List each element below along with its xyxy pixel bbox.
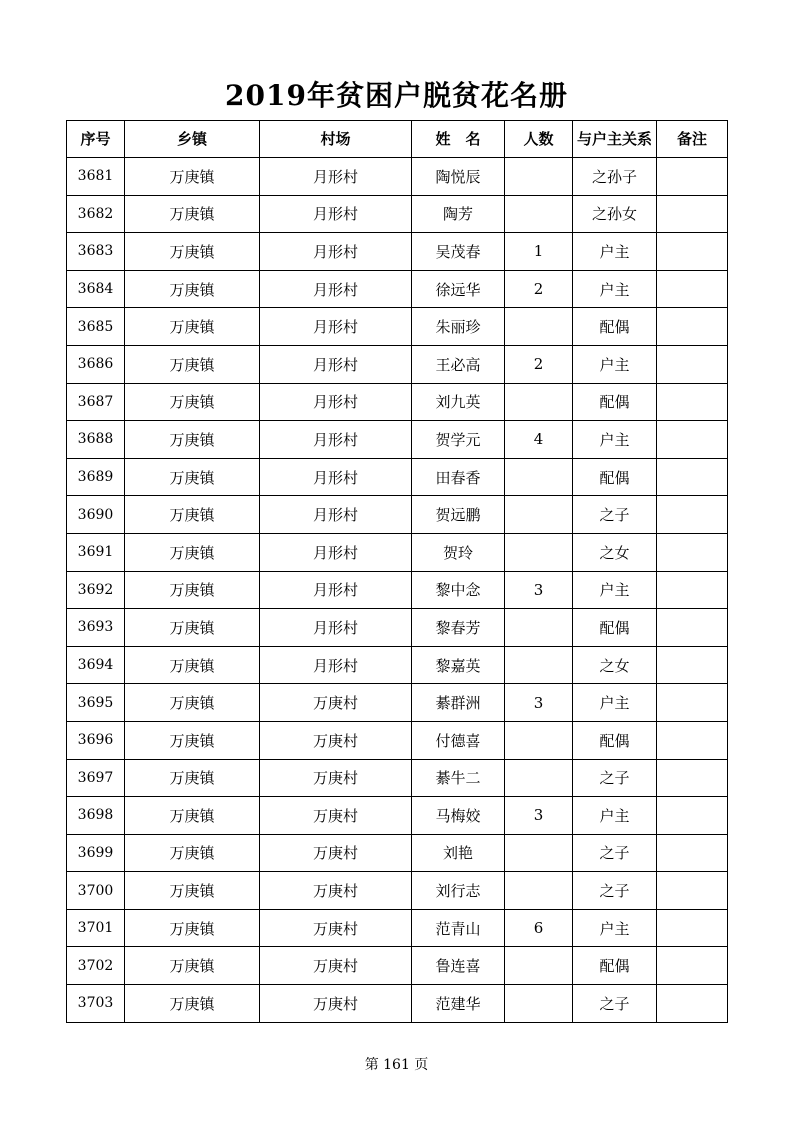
cell-seq: 3687: [67, 383, 125, 421]
cell-count: 2: [505, 270, 573, 308]
cell-relation: 配偶: [573, 721, 657, 759]
cell-town: 万庚镇: [125, 759, 260, 797]
table-row: [67, 646, 728, 684]
cell-town: 万庚镇: [125, 458, 260, 496]
cell-relation: 配偶: [573, 609, 657, 647]
cell-count: [505, 947, 573, 985]
cell-village: 月形村: [260, 383, 412, 421]
table-row: [67, 834, 728, 872]
cell-name: 黎嘉英: [412, 646, 505, 684]
cell-relation: 户主: [573, 233, 657, 271]
cell-count: [505, 533, 573, 571]
table-row: [67, 496, 728, 534]
cell-seq: 3693: [67, 609, 125, 647]
cell-name: 徐远华: [412, 270, 505, 308]
cell-remark: [657, 233, 728, 271]
cell-town: 万庚镇: [125, 383, 260, 421]
cell-village: 万庚村: [260, 872, 412, 910]
table-row: [67, 533, 728, 571]
cell-town: 万庚镇: [125, 270, 260, 308]
cell-seq: 3690: [67, 496, 125, 534]
cell-name: 綦牛二: [412, 759, 505, 797]
poverty-roster-table: [66, 120, 728, 1023]
cell-town: 万庚镇: [125, 308, 260, 346]
cell-count: 3: [505, 571, 573, 609]
cell-remark: [657, 270, 728, 308]
cell-village: 月形村: [260, 571, 412, 609]
page-title: 2019年贫困户脱贫花名册: [225, 79, 568, 112]
cell-remark: [657, 797, 728, 835]
cell-remark: [657, 496, 728, 534]
cell-name: 范青山: [412, 909, 505, 947]
cell-town: 万庚镇: [125, 609, 260, 647]
cell-relation: 户主: [573, 797, 657, 835]
cell-town: 万庚镇: [125, 872, 260, 910]
cell-count: [505, 721, 573, 759]
cell-remark: [657, 646, 728, 684]
table-row: [67, 909, 728, 947]
cell-name: 贺学元: [412, 421, 505, 459]
table-header-row: [67, 121, 728, 158]
cell-relation: 之孙女: [573, 195, 657, 233]
cell-relation: 配偶: [573, 947, 657, 985]
cell-seq: 3689: [67, 458, 125, 496]
header-remark: 备注: [657, 121, 728, 158]
table-row: [67, 797, 728, 835]
cell-seq: 3699: [67, 834, 125, 872]
cell-relation: 配偶: [573, 383, 657, 421]
table-row: [67, 684, 728, 722]
table-row: [67, 985, 728, 1023]
cell-name: 陶芳: [412, 195, 505, 233]
cell-seq: 3685: [67, 308, 125, 346]
cell-relation: 户主: [573, 421, 657, 459]
cell-village: 万庚村: [260, 834, 412, 872]
table-row: [67, 270, 728, 308]
cell-relation: 之子: [573, 985, 657, 1023]
cell-count: 6: [505, 909, 573, 947]
table-row: [67, 721, 728, 759]
cell-town: 万庚镇: [125, 195, 260, 233]
table-row: [67, 233, 728, 271]
cell-remark: [657, 872, 728, 910]
cell-name: 田春香: [412, 458, 505, 496]
cell-town: 万庚镇: [125, 947, 260, 985]
cell-relation: 之子: [573, 759, 657, 797]
cell-seq: 3700: [67, 872, 125, 910]
cell-town: 万庚镇: [125, 797, 260, 835]
cell-relation: 户主: [573, 684, 657, 722]
cell-village: 月形村: [260, 646, 412, 684]
cell-count: [505, 646, 573, 684]
cell-seq: 3691: [67, 533, 125, 571]
table-row: [67, 383, 728, 421]
cell-relation: 户主: [573, 571, 657, 609]
cell-village: 月形村: [260, 421, 412, 459]
cell-name: 吴茂春: [412, 233, 505, 271]
cell-relation: 之子: [573, 496, 657, 534]
cell-seq: 3695: [67, 684, 125, 722]
cell-count: [505, 195, 573, 233]
cell-seq: 3683: [67, 233, 125, 271]
header-town: 乡镇: [125, 121, 260, 158]
cell-village: 月形村: [260, 233, 412, 271]
cell-name: 黎春芳: [412, 609, 505, 647]
cell-seq: 3696: [67, 721, 125, 759]
cell-town: 万庚镇: [125, 233, 260, 271]
cell-town: 万庚镇: [125, 646, 260, 684]
cell-village: 万庚村: [260, 684, 412, 722]
cell-count: [505, 308, 573, 346]
cell-count: [505, 609, 573, 647]
cell-name: 马梅姣: [412, 797, 505, 835]
cell-town: 万庚镇: [125, 684, 260, 722]
cell-remark: [657, 308, 728, 346]
table-row: [67, 345, 728, 383]
cell-remark: [657, 721, 728, 759]
cell-count: [505, 759, 573, 797]
cell-village: 万庚村: [260, 721, 412, 759]
cell-name: 刘九英: [412, 383, 505, 421]
cell-village: 月形村: [260, 533, 412, 571]
cell-village: 万庚村: [260, 985, 412, 1023]
cell-relation: 之子: [573, 872, 657, 910]
cell-seq: 3682: [67, 195, 125, 233]
cell-seq: 3703: [67, 985, 125, 1023]
table-row: [67, 571, 728, 609]
cell-count: 3: [505, 797, 573, 835]
header-relation: 与户主关系: [573, 121, 657, 158]
cell-relation: 之孙子: [573, 158, 657, 196]
cell-name: 王必高: [412, 345, 505, 383]
cell-town: 万庚镇: [125, 533, 260, 571]
cell-count: [505, 383, 573, 421]
cell-count: 2: [505, 345, 573, 383]
cell-count: 3: [505, 684, 573, 722]
cell-relation: 户主: [573, 345, 657, 383]
cell-seq: 3694: [67, 646, 125, 684]
cell-remark: [657, 609, 728, 647]
table-row: [67, 195, 728, 233]
cell-count: [505, 496, 573, 534]
cell-village: 万庚村: [260, 947, 412, 985]
cell-seq: 3686: [67, 345, 125, 383]
cell-village: 月形村: [260, 195, 412, 233]
cell-relation: 之女: [573, 533, 657, 571]
cell-remark: [657, 684, 728, 722]
cell-remark: [657, 985, 728, 1023]
cell-town: 万庚镇: [125, 985, 260, 1023]
cell-village: 万庚村: [260, 797, 412, 835]
cell-name: 綦群洲: [412, 684, 505, 722]
cell-seq: 3702: [67, 947, 125, 985]
cell-town: 万庚镇: [125, 345, 260, 383]
cell-count: [505, 458, 573, 496]
table-row: [67, 609, 728, 647]
cell-count: [505, 158, 573, 196]
cell-remark: [657, 345, 728, 383]
cell-count: [505, 872, 573, 910]
cell-remark: [657, 759, 728, 797]
cell-village: 月形村: [260, 609, 412, 647]
cell-town: 万庚镇: [125, 721, 260, 759]
table-row: [67, 872, 728, 910]
header-seq: 序号: [67, 121, 125, 158]
cell-name: 陶悦辰: [412, 158, 505, 196]
cell-seq: 3684: [67, 270, 125, 308]
cell-seq: 3698: [67, 797, 125, 835]
cell-relation: 之子: [573, 834, 657, 872]
cell-remark: [657, 533, 728, 571]
cell-village: 万庚村: [260, 909, 412, 947]
table-row: [67, 759, 728, 797]
cell-seq: 3681: [67, 158, 125, 196]
cell-remark: [657, 195, 728, 233]
cell-remark: [657, 158, 728, 196]
cell-town: 万庚镇: [125, 834, 260, 872]
cell-village: 月形村: [260, 496, 412, 534]
cell-relation: 之女: [573, 646, 657, 684]
cell-village: 万庚村: [260, 759, 412, 797]
cell-town: 万庚镇: [125, 158, 260, 196]
cell-town: 万庚镇: [125, 496, 260, 534]
header-count: 人数: [505, 121, 573, 158]
cell-remark: [657, 383, 728, 421]
cell-count: 4: [505, 421, 573, 459]
cell-name: 范建华: [412, 985, 505, 1023]
cell-seq: 3697: [67, 759, 125, 797]
cell-remark: [657, 947, 728, 985]
cell-relation: 配偶: [573, 458, 657, 496]
cell-relation: 户主: [573, 270, 657, 308]
cell-remark: [657, 421, 728, 459]
cell-count: [505, 985, 573, 1023]
cell-seq: 3701: [67, 909, 125, 947]
cell-name: 贺玲: [412, 533, 505, 571]
cell-name: 贺远鹏: [412, 496, 505, 534]
cell-count: 1: [505, 233, 573, 271]
cell-name: 朱丽珍: [412, 308, 505, 346]
cell-village: 月形村: [260, 308, 412, 346]
cell-village: 月形村: [260, 158, 412, 196]
table-row: [67, 308, 728, 346]
table-row: [67, 158, 728, 196]
cell-relation: 配偶: [573, 308, 657, 346]
cell-name: 刘行志: [412, 872, 505, 910]
header-village: 村场: [260, 121, 412, 158]
cell-name: 刘艳: [412, 834, 505, 872]
table-row: [67, 458, 728, 496]
table-row: [67, 947, 728, 985]
cell-name: 鲁连喜: [412, 947, 505, 985]
cell-relation: 户主: [573, 909, 657, 947]
table-row: [67, 421, 728, 459]
cell-town: 万庚镇: [125, 421, 260, 459]
cell-town: 万庚镇: [125, 571, 260, 609]
cell-remark: [657, 909, 728, 947]
cell-seq: 3688: [67, 421, 125, 459]
cell-name: 黎中念: [412, 571, 505, 609]
cell-count: [505, 834, 573, 872]
cell-remark: [657, 571, 728, 609]
cell-remark: [657, 834, 728, 872]
cell-village: 月形村: [260, 458, 412, 496]
table-body: [67, 158, 728, 1023]
cell-village: 月形村: [260, 270, 412, 308]
cell-town: 万庚镇: [125, 909, 260, 947]
cell-seq: 3692: [67, 571, 125, 609]
cell-village: 月形村: [260, 345, 412, 383]
cell-name: 付德喜: [412, 721, 505, 759]
page-number: 第 161 页: [364, 1057, 429, 1073]
cell-remark: [657, 458, 728, 496]
header-name: 姓 名: [412, 121, 505, 158]
